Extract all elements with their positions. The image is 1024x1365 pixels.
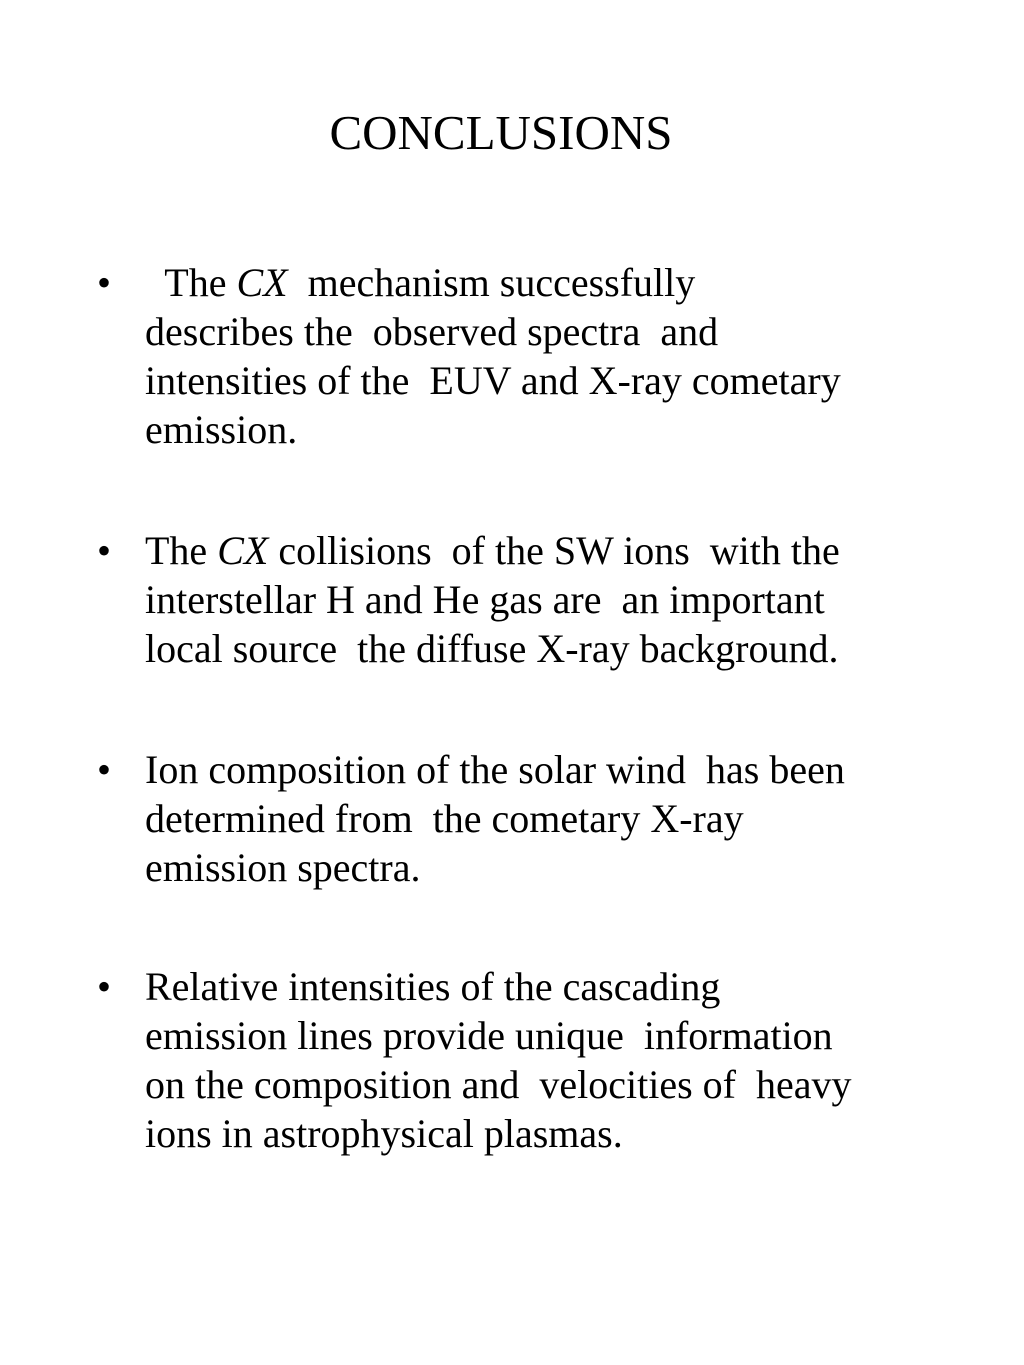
bullet-text xyxy=(145,962,990,1158)
cx-term: CX xyxy=(217,528,269,573)
bullet-line: describes the observed spectra and xyxy=(145,309,719,354)
bullet-line: Ion composition of the solar wind has been xyxy=(145,747,845,792)
bullet-line: local source the diffuse X-ray background. xyxy=(145,626,839,671)
bullet-line xyxy=(145,526,990,575)
bullet-line: interstellar H and He gas are an important xyxy=(145,577,825,622)
bullet-text xyxy=(145,258,990,454)
bullet-line: emission. xyxy=(145,407,298,452)
bullet-text xyxy=(145,745,990,892)
line-text: The xyxy=(145,528,218,573)
cx-term: CX xyxy=(236,260,288,305)
bullet-line: ions in astrophysical plasmas. xyxy=(145,1111,623,1156)
bullet-line: determined from the cometary X-ray xyxy=(145,796,744,841)
bullet-line: on the composition and velocities of heavy xyxy=(145,1062,852,1107)
bullet-icon: • xyxy=(97,747,112,792)
line-indent xyxy=(145,260,164,305)
bullet-line: intensities of the EUV and X-ray cometary xyxy=(145,358,841,403)
line-text: collisions of the SW ions with the xyxy=(268,528,840,573)
line-text: mechanism successfully xyxy=(287,260,696,305)
bullet-icon: • xyxy=(97,964,112,1009)
bullet-icon: • xyxy=(97,528,112,573)
bullet-line xyxy=(145,258,990,307)
bullet-text xyxy=(145,526,990,673)
bullet-line: Relative intensities of the cascading xyxy=(145,964,721,1009)
slide-title: CONCLUSIONS xyxy=(329,105,673,160)
bullet-line: emission lines provide unique information xyxy=(145,1013,833,1058)
bullet-line: emission spectra. xyxy=(145,845,421,890)
bullet-icon: • xyxy=(97,260,112,305)
line-text: The xyxy=(164,260,237,305)
